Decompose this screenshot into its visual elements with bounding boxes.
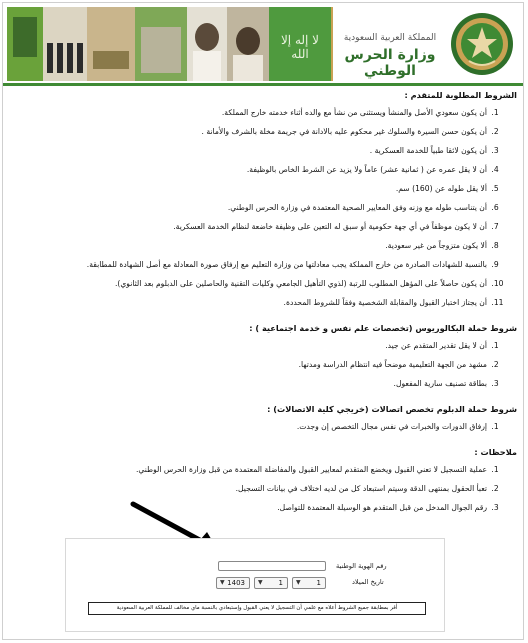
list-item: 2. تعبأ الحقول بمنتهى الدقة وسيتم استبعاد كل من لديه اختلاف في بيانات التسجيل. xyxy=(3,483,489,502)
diploma-heading: شروط حملة الدبلوم تخصص اتصالات (خريجي كلية الاتصالات) : xyxy=(267,404,517,414)
header-photo-collage xyxy=(7,7,269,81)
header-bottom-line xyxy=(3,83,523,86)
list-item: 1. عملية التسجيل لا تعني القبول ويخضع المتقدم لمعايير القبول والمفاضلة المعتمدة من قبل وزارة الحرس الوطني. xyxy=(3,464,489,483)
list-item: 8. ألا يكون متزوجاً من غير سعودية. xyxy=(3,240,489,259)
list-item: 11. أن يجتاز اختبار القبول والمقابلة الشخصية وفقاً للشروط المحددة. xyxy=(3,297,489,316)
header-banner xyxy=(3,3,523,85)
birth-month-value: 1 xyxy=(278,579,283,587)
notes-heading: ملاحظات : xyxy=(474,447,517,457)
requirements-list xyxy=(3,107,523,316)
birth-day-value: 1 xyxy=(316,579,321,587)
diploma-list xyxy=(3,421,523,440)
page-frame xyxy=(2,2,524,640)
list-item: 3. رقم الجوال المدخل من قبل المتقدم هو الوسيلة المعتمدة للتواصل. xyxy=(3,502,489,521)
birth-month-select[interactable] xyxy=(254,577,288,589)
chevron-down-icon: ▼ xyxy=(258,579,263,586)
chevron-down-icon: ▼ xyxy=(220,579,225,586)
national-id-input[interactable] xyxy=(218,561,326,571)
calligraphy-text: لا إله إلا الله xyxy=(280,33,320,61)
birthdate-label: تاريخ الميلاد xyxy=(352,578,384,586)
chevron-down-icon: ▼ xyxy=(296,579,301,586)
list-item: 1. أن لا يقل تقدير المتقدم عن جيد. xyxy=(3,340,489,359)
list-item: 9. بالنسبة للشهادات الصادرة من خارج المملكة يجب معادلتها من وزارة التعليم مع إرفاق صورة المعادلة مع أصل الشهادة للمطابقة. xyxy=(3,259,489,278)
registration-form xyxy=(65,538,445,632)
bachelor-list xyxy=(3,340,523,397)
birth-year-select[interactable] xyxy=(216,577,250,589)
list-item: 4. أن لا يقل عمره عن ( ثمانية عشر) عاماً ولا يزيد عن الشرط الخاص بالوظيفة. xyxy=(3,164,489,183)
notes-list xyxy=(3,464,523,521)
main-content xyxy=(3,89,523,521)
ministry-emblem-icon xyxy=(449,9,515,79)
list-item: 1. أن يكون سعودي الأصل والمنشأ ويستثنى من نشأ مع والده أثناء خدمته خارج المملكة. xyxy=(3,107,489,126)
photo-collage-image xyxy=(7,7,269,81)
list-item: 6. أن يتناسب طوله مع وزنه وفق المعايير الصحية المعتمدة في وزارة الحرس الوطني. xyxy=(3,202,489,221)
bachelor-heading: شروط حملة البكالوريوس (تخصصات علم نفس و خدمة اجتماعية ) : xyxy=(249,323,517,333)
list-item: 3. أن يكون لائقا طبياً للخدمة العسكرية . xyxy=(3,145,489,164)
requirements-heading: الشروط المطلوبة للمتقدم : xyxy=(404,90,517,100)
list-item: 2. مشهد من الجهة التعليمية موضحاً فيه انتظام الدراسة ومدتها. xyxy=(3,359,489,378)
list-item: 1. إرفاق الدورات والخبرات في نفس مجال التخصص إن وجدت. xyxy=(3,421,489,440)
terms-acknowledgement: أقر بمطابقة جميع الشروط أعلاه مع علمي أن التسجيل لا يعني القبول وإستبعادي بالنسبة ماي مخالف للمملكة العربية السعودية xyxy=(88,602,426,615)
birth-day-select[interactable] xyxy=(292,577,326,589)
header-gold-divider xyxy=(331,7,333,81)
list-item: 2. أن يكون حسن السيرة والسلوك غير محكوم عليه بالادانة في جريمة مخلة بالشرف والأمانة . xyxy=(3,126,489,145)
header-titles xyxy=(335,7,445,81)
header-green-band xyxy=(269,7,331,81)
list-item: 10. أن يكون حاصلاً على المؤهل المطلوب للرتبة (لذوي التأهيل الجامعي وكليات التقنية والحاصلين على الدبلوم بعد الثانوي). xyxy=(3,278,489,297)
header-ministry-name: وزارة الحرس الوطني xyxy=(344,47,436,79)
list-item: 3. بطاقة تصنيف سارية المفعول. xyxy=(3,378,489,397)
list-item: 5. ألا يقل طوله عن (160) سم. xyxy=(3,183,489,202)
header-country-name: المملكة العربية السعودية xyxy=(343,33,437,43)
birth-year-value: 1403 xyxy=(227,579,245,587)
national-id-label: رقم الهوية الوطنية xyxy=(336,562,387,570)
list-item: 7. أن لا يكون موظفاً في أي جهة حكومية أو سبق له التعين على وظيفة خاضعة لنظام الخدمة العسكرية. xyxy=(3,221,489,240)
